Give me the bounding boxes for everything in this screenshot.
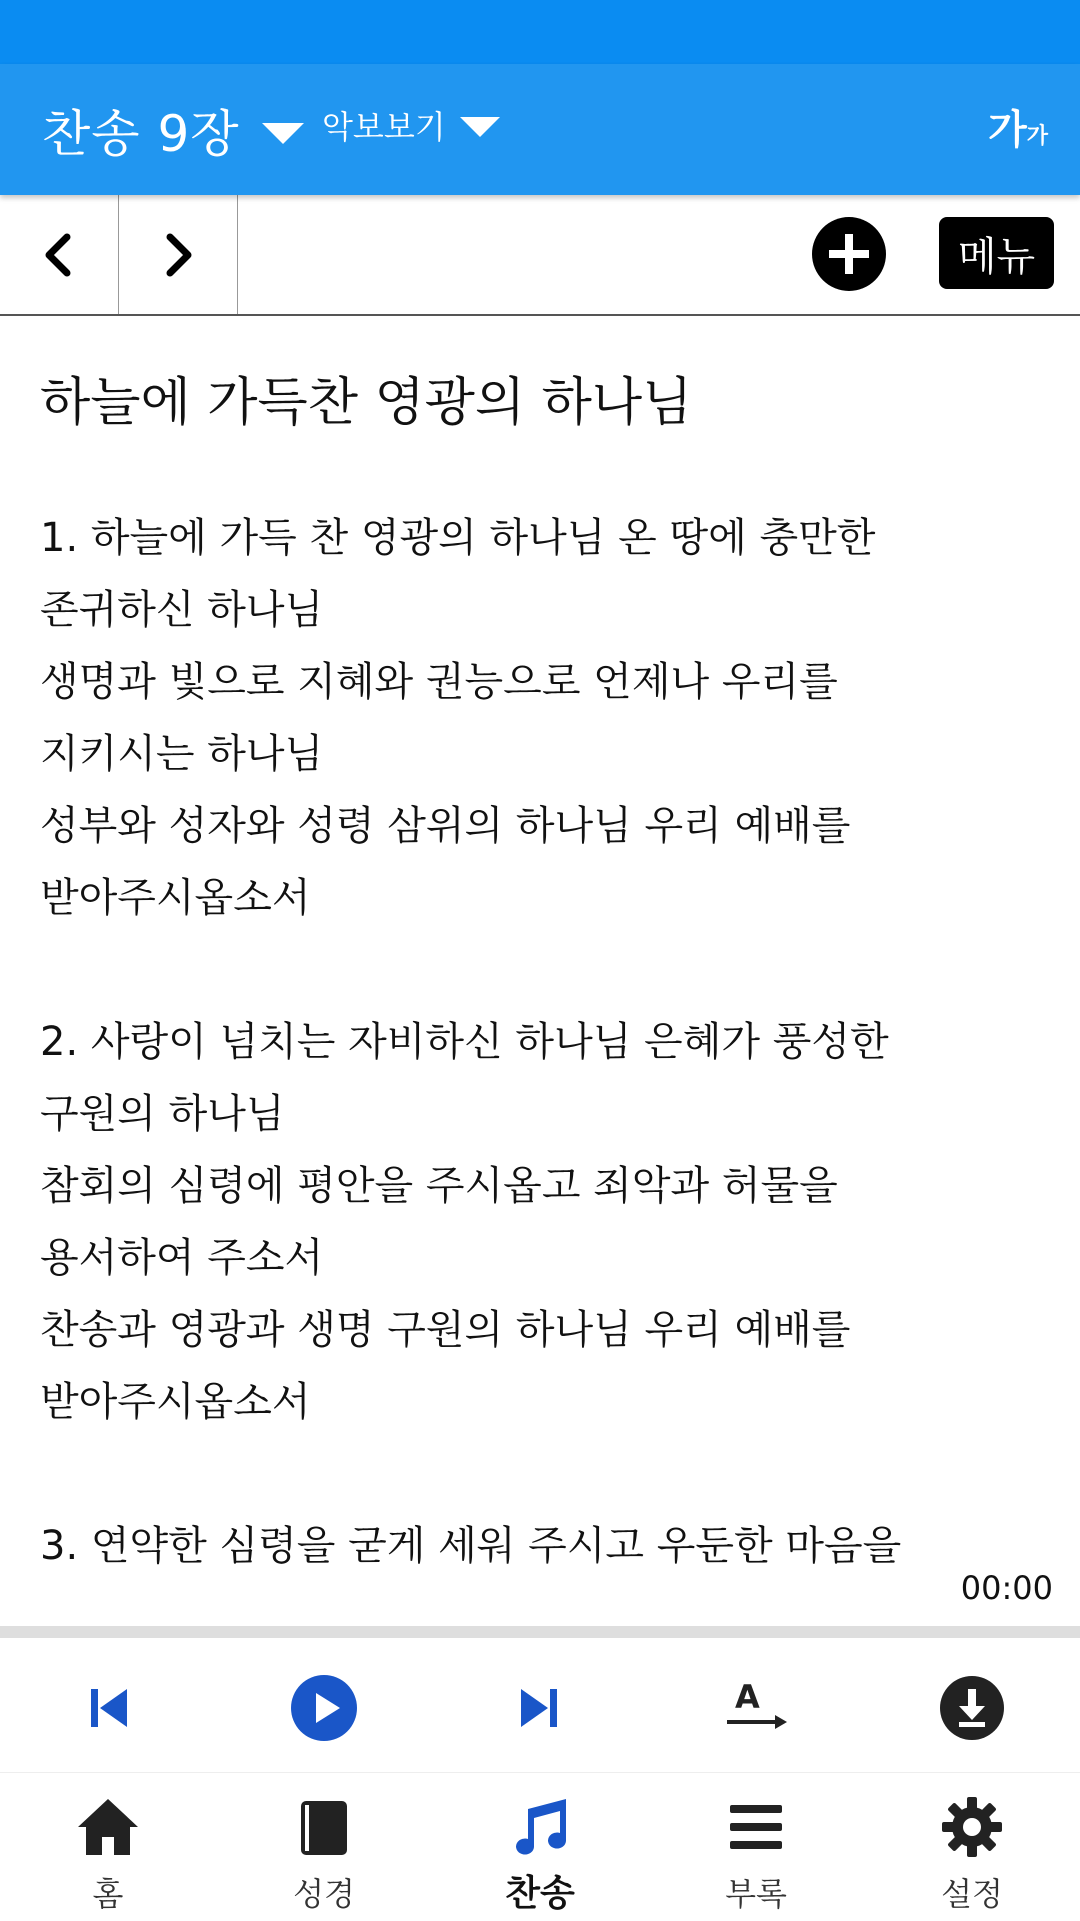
tab-settings[interactable] [864, 1773, 1080, 1921]
lyric-line: 받아주시옵소서 [40, 1379, 311, 1425]
bottom-navigation [0, 1772, 1080, 1921]
hymn-number-dropdown[interactable] [42, 94, 304, 166]
score-view-label: 악보보기 [322, 108, 446, 146]
font-size-big-glyph: 가 [988, 107, 1027, 153]
dropdown-arrow-icon [262, 123, 304, 144]
download-icon [940, 1676, 1004, 1740]
chevron-left-icon [39, 231, 79, 279]
book-icon [292, 1795, 356, 1859]
skip-next-icon [517, 1685, 563, 1731]
lyric-line: 용서하여 주소서 [40, 1235, 324, 1281]
lyric-line: 성부와 성자와 성령 삼위의 하나님 우리 예배를 [40, 803, 851, 849]
stanza-gap [40, 934, 1050, 1006]
audio-player [0, 1642, 1080, 1772]
lyric-line: 2. 사랑이 넘치는 자비하신 하나님 은혜가 풍성한 [40, 1019, 889, 1065]
tab-appendix-label: 부록 [725, 1875, 787, 1913]
home-icon [76, 1795, 140, 1859]
menu-lines-icon [724, 1795, 788, 1859]
skip-previous-icon [85, 1685, 131, 1731]
lyric-line: 3. 연약한 심령을 굳게 세워 주시고 우둔한 마음을 [40, 1523, 902, 1569]
tab-appendix[interactable] [648, 1773, 864, 1921]
tab-home[interactable] [0, 1773, 216, 1921]
plus-circle-icon [812, 217, 886, 291]
status-bar [0, 0, 1080, 64]
chevron-right-icon [158, 231, 198, 279]
tab-bible-label: 성경 [293, 1875, 355, 1913]
next-hymn-button[interactable] [119, 195, 238, 314]
tab-home-label: 홈 [92, 1875, 124, 1913]
lyrics-content[interactable] [0, 316, 1080, 1626]
dropdown-arrow-icon [460, 117, 500, 137]
add-button[interactable] [812, 217, 886, 291]
menu-button[interactable]: 메뉴 [939, 217, 1054, 289]
tab-bible[interactable] [216, 1773, 432, 1921]
previous-hymn-button[interactable] [0, 195, 119, 314]
skip-previous-button[interactable] [68, 1668, 148, 1748]
hymn-title: 찬송 9장 [42, 105, 240, 163]
text-direction-icon [721, 1678, 791, 1738]
music-note-icon [508, 1795, 572, 1859]
lyric-line: 지키시는 하나님 [40, 731, 324, 777]
lyric-line: 참회의 심령에 평안을 주시옵고 죄악과 허물을 [40, 1163, 838, 1209]
download-button[interactable] [932, 1668, 1012, 1748]
text-direction-button[interactable] [716, 1668, 796, 1748]
play-button[interactable] [284, 1668, 364, 1748]
lyric-line: 존귀하신 하나님 [40, 587, 324, 633]
lyrics-toolbar [0, 195, 1080, 316]
lyric-line: 구원의 하나님 [40, 1091, 285, 1137]
playback-time: 00:00 [960, 1569, 1053, 1607]
tab-settings-label: 설정 [941, 1875, 1003, 1913]
lyric-line: 받아주시옵소서 [40, 875, 311, 921]
tab-hymn[interactable] [432, 1773, 648, 1921]
stanza-gap [40, 1438, 1050, 1510]
gear-icon [940, 1795, 1004, 1859]
play-icon [291, 1675, 357, 1741]
playback-progress-bar[interactable] [0, 1626, 1080, 1638]
app-bar [0, 64, 1080, 195]
lyrics-body [40, 502, 1050, 1582]
skip-next-button[interactable] [500, 1668, 580, 1748]
font-size-small-glyph: 가 [1026, 124, 1048, 149]
tab-hymn-label: 찬송 [505, 1873, 575, 1914]
lyrics-title: 하늘에 가득찬 영광의 하나님 [40, 373, 693, 433]
svg-text:A: A [735, 1678, 760, 1716]
lyric-line: 찬송과 영광과 생명 구원의 하나님 우리 예배를 [40, 1307, 851, 1353]
lyric-line: 생명과 빛으로 지혜와 권능으로 언제나 우리를 [40, 659, 838, 705]
score-view-dropdown[interactable] [322, 102, 500, 148]
font-size-button[interactable] [988, 98, 1048, 155]
lyric-line: 1. 하늘에 가득 찬 영광의 하나님 온 땅에 충만한 [40, 515, 876, 561]
